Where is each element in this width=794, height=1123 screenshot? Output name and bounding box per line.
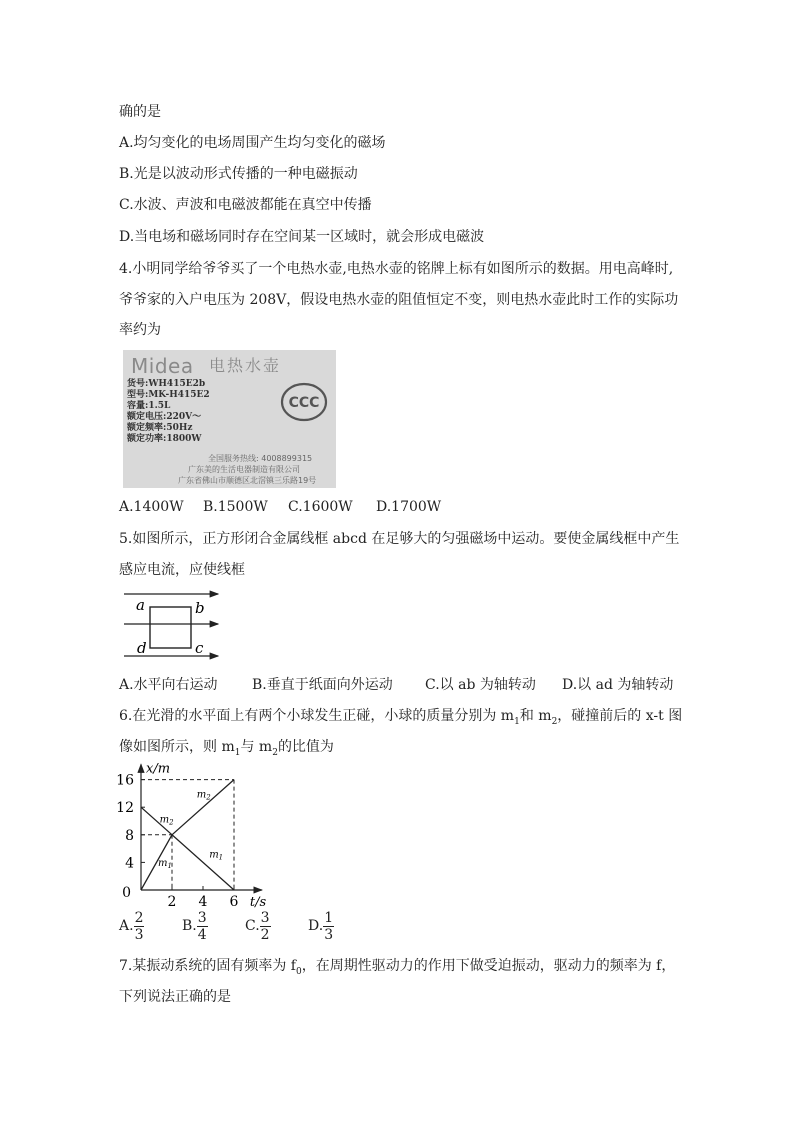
square-loop (150, 607, 191, 648)
spec-line: 货号:WH415E2b (127, 379, 206, 389)
footer-hotline: 全国服务热线: 4008899315 (208, 454, 313, 463)
q5-stem-line2: 感应电流，应使线框 (119, 562, 245, 578)
brand-logo: Midea (131, 354, 194, 378)
spec-line: 额定功率:1800W (127, 434, 202, 444)
vertex-label-c: c (195, 639, 204, 657)
q6-options (119, 909, 334, 943)
y-tick-label: 8 (125, 827, 134, 844)
q4-options (119, 497, 441, 517)
series-label: $m_2$ (159, 814, 174, 827)
q6-xt-graph (110, 760, 270, 910)
series-m2-line (141, 780, 234, 835)
q7-stem-line2: 下列说法正确的是 (119, 989, 231, 1005)
y-axis-label: x/m (146, 761, 171, 777)
q4-option-d: D.1700W (376, 499, 442, 515)
y-tick-label: 4 (125, 855, 134, 872)
q5-option-c: C.以 ab 为轴转动 (425, 677, 536, 693)
origin-label: 0 (122, 885, 131, 901)
ccc-certification-icon (279, 380, 329, 424)
q5-option-b: B.垂直于纸面向外运动 (252, 677, 393, 693)
svg-text:CCC: CCC (288, 395, 320, 411)
x-axis-label: t/s (249, 895, 267, 910)
q4-option-a: A.1400W (119, 499, 184, 515)
spec-line: 额定频率:50Hz (127, 423, 193, 433)
q6-option-b: B. $\frac{3}{4}$ (182, 909, 207, 943)
series-label: $m_1$ (209, 849, 224, 862)
vertex-label-a: a (136, 596, 145, 614)
series-label: $m_1$ (158, 857, 173, 870)
vertex-label-b: b (195, 599, 205, 617)
q4-stem-line2: 爷爷家的入户电压为 208V，假设电热水壶的阻值恒定不变，则电热水壶此时工作的实际功 (119, 292, 679, 308)
q3-option-a: A.均匀变化的电场周围产生均匀变化的磁场 (119, 135, 386, 151)
nameplate-title: 电热水壶 (209, 356, 282, 375)
spec-line: 容量:1.5L (127, 401, 171, 411)
q5-stem-line1: 5.如图所示，正方形闭合金属线框 abcd 在足够大的匀强磁场中运动。要使金属线框中产生 (119, 531, 680, 547)
q6-option-d: D. $\frac{1}{3}$ (308, 909, 334, 943)
q3-stem-tail: 确的是 (119, 104, 161, 120)
q5-magnetic-field-figure (120, 590, 220, 662)
q5-options (119, 675, 673, 695)
q6-option-c: C. $\frac{3}{2}$ (245, 909, 270, 943)
footer-company: 广东美的生活电器制造有限公司 (188, 465, 300, 474)
x-tick-label: 4 (198, 894, 208, 910)
q4-option-b: B.1500W (203, 499, 268, 515)
y-tick-label: 16 (116, 772, 134, 789)
q4-option-c: C.1600W (288, 499, 353, 515)
q5-option-d: D.以 ad 为轴转动 (562, 677, 674, 693)
nameplate-image (123, 350, 336, 488)
q6-stem-line1: 6.在光滑的水平面上有两个小球发生正碰，小球的质量分别为 $m_1$和 $m_2$，碰撞前后的 x-t 图 (119, 708, 683, 727)
y-tick-label: 12 (116, 800, 134, 817)
q6-option-a: A. $\frac{2}{3}$ (119, 909, 144, 943)
x-tick-label: 2 (167, 894, 177, 910)
q3-option-c: C.水波、声波和电磁波都能在真空中传播 (119, 197, 372, 213)
q3-option-b: B.光是以波动形式传播的一种电磁振动 (119, 166, 358, 182)
q4-stem-line3: 率约为 (119, 322, 161, 338)
series-label: $m_2$ (196, 789, 211, 802)
q3-option-d: D.当电场和磁场同时存在空间某一区域时，就会形成电磁波 (119, 229, 485, 245)
x-tick-label: 6 (229, 894, 239, 910)
q7-stem-line1: 7.某振动系统的固有频率为 $f_0$，在周期性驱动力的作用下做受迫振动，驱动力的频率为 f， (119, 958, 676, 977)
spec-line: 型号:MK-H415E2 (127, 390, 210, 400)
q6-stem-line2: 像如图所示，则 $m_1$与 $m_2$的比值为 (119, 739, 334, 758)
q5-option-a: A.水平向右运动 (119, 677, 218, 693)
spec-line: 额定电压:220V～ (127, 412, 202, 422)
vertex-label-d: d (137, 639, 147, 657)
series-m1-line (141, 835, 234, 890)
footer-address: 广东省佛山市顺德区北滘镇三乐路19号 (178, 476, 317, 485)
q4-stem-line1: 4.小明同学给爷爷买了一个电热水壶,电热水壶的铭牌上标有如图所示的数据。用电高峰时, (119, 261, 674, 277)
